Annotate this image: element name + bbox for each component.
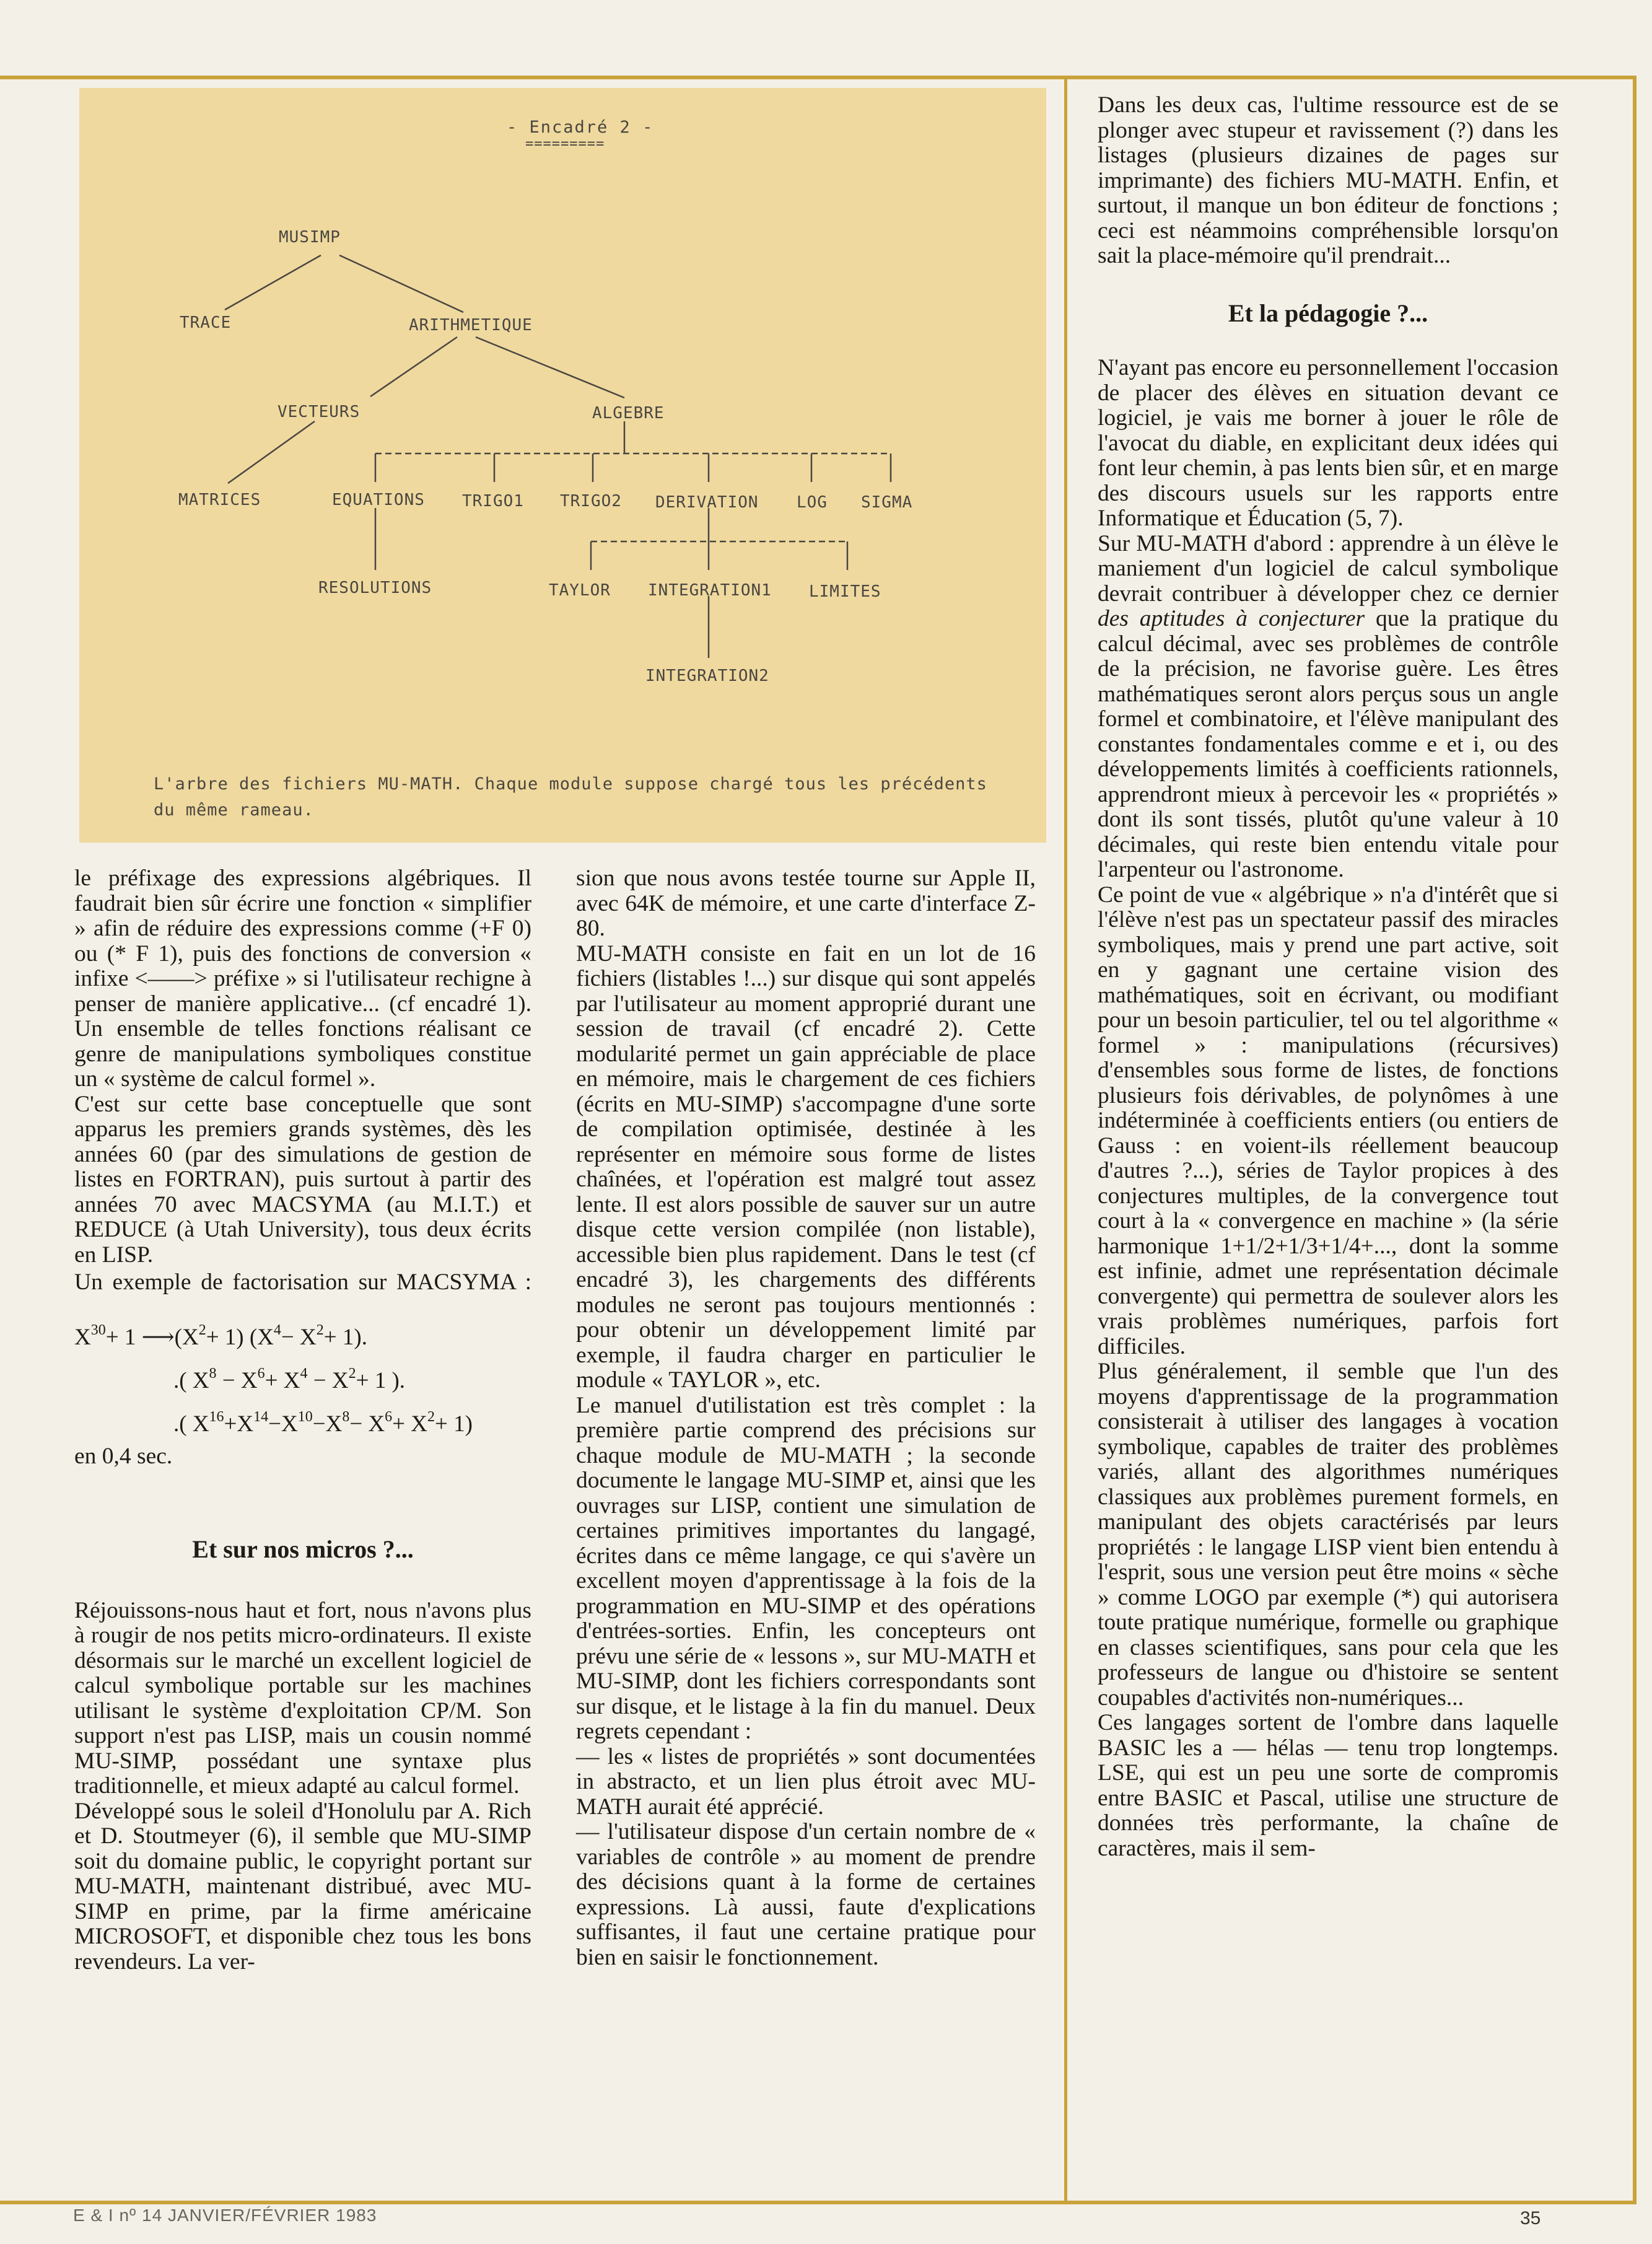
col1-paragraph-4: Réjouissons-nous haut et fort, nous n'avons plus à rougir de nos petits micro-ordinateurs. Il existe désormais sur le marché un excellent logiciel de calcul symbolique portable sur les machines utilisant le système d'exploitation CP/M. Son support n'est pas LISP, mais un cousin nommé MU-SIMP, possédant une syntaxe plus traditionnelle, et mieux adapté au calcul formel. (74, 1597, 531, 1799)
node-limites: LIMITES (809, 582, 881, 601)
column-2 (576, 866, 1036, 1970)
col3-paragraph-1: Dans les deux cas, l'ultime ressource est de se plonger avec stupeur et ravissement (?) dans les listages (plusieurs dizaines de pages sur imprimante) des fichiers MU-MATH. Enfin, et surtout, il manque un bon éditeur de fonctions ; ceci est néammoins compréhensible lorsqu'on sait la place-mémoire qu'il prendrait... (1098, 92, 1558, 268)
node-algebre: ALGEBRE (592, 404, 665, 423)
node-musimp: MUSIMP (279, 228, 341, 247)
col3-paragraph-3-end: que la pratique du calcul décimal, avec ses problèmes de contrôle de la précision, ne favorise guère. Les êtres mathématiques seront alors perçus sous un angle formel et combinatoire, et l'élève manipulant des constantes fondamentales comme e et i, ou des développements limités à coefficients rationnels, apprendront mieux à percevoir les « propriétés » dont ils sont tissés, plutôt qu'une valeur à 10 décimales, qui reste bien entendu vitale pour l'arpenteur ou l'astronome. (1098, 606, 1558, 882)
page-number: 35 (1520, 2208, 1541, 2229)
node-resolutions: RESOLUTIONS (318, 579, 432, 597)
node-taylor: TAYLOR (549, 581, 611, 600)
right-frame-rule (1633, 76, 1637, 2201)
col2-paragraph-2: MU-MATH consiste en fait en un lot de 16 fichiers (listables !...) sur disque qui sont appelés par l'utilisateur au moment approprié durant une session de travail (cf encadré 2). Cette modularité permet un gain appréciable de place en mémoire, mais le chargement de ces fichiers (écrits en MU-SIMP) s'accompagne d'une sorte de compilation optimisée, destinée à les représenter en mémoire sous forme de listes chaînées, et l'opération est malgré tout assez lente. Il est alors possible de sauver sur un autre disque cette version compilée (non listable), accessible bien plus rapidement. Dans le test (cf encadré 3), les chargements des différents modules ne seront pas toujours mentionnés : pour obtenir un développement limité par exemple, il faudra charger en particulier le module « TAYLOR », etc. (576, 940, 1036, 1393)
col1-paragraph-3: Un exemple de factorisation sur MACSYMA : (74, 1269, 531, 1295)
factorisation-line-2: .( $X^8 - X^6+ X^4 - X^2+ 1$ ). (173, 1365, 406, 1393)
col2-paragraph-4: — les « listes de propriétés » sont documentées in abstracto, et un lien plus étroit avec MU-MATH aurait été apprécié. (576, 1743, 1036, 1820)
box-title-underline: ========= (525, 136, 605, 152)
node-integration1: INTEGRATION1 (648, 581, 772, 600)
box-caption: L'arbre des fichiers MU-MATH. Chaque module suppose chargé tous les précédents du même rameau. (154, 774, 987, 820)
column-divider-rule (1064, 79, 1067, 2201)
node-trigo1: TRIGO1 (462, 492, 524, 511)
col3-paragraph-6: Ces langages sortent de l'ombre dans laquelle BASIC les a — hélas — tenu trop longtemps. LSE, qui est un peu une sorte de compromis entre BASIC et Pascal, utilise une structure de données très performante, la chaîne de caractères, mais il sem- (1098, 1710, 1558, 1861)
col3-paragraph-3 (1098, 532, 1558, 883)
col3-emphasis: des aptitudes à conjecturer (1098, 606, 1365, 631)
column-1 (74, 866, 531, 1974)
col1-paragraph-5: Développé sous le soleil d'Honolulu par A. Rich et D. Stoutmeyer (6), il semble que MU-SIMP soit du domaine public, le copyright portant sur MU-MATH, maintenant distribué, avec MU-SIMP en prime, par la firme américaine MICROSOFT, et disponible chez tous les bons revendeurs. La ver- (74, 1798, 531, 1974)
col1-paragraph-2: C'est sur cette base conceptuelle que sont apparus les premiers grands systèmes, dès les années 60 (par des simulations de gestion de listes en FORTRAN), puis surtout à partir des années 70 avec MACSYMA (au M.I.T.) et REDUCE (à Utah University), tous deux écrits en LISP. (74, 1091, 531, 1268)
node-trace: TRACE (180, 313, 232, 332)
bottom-frame-rule (0, 2201, 1637, 2204)
col3-paragraph-3-start: Sur MU-MATH d'abord : apprendre à un élève le maniement d'un logiciel de calcul symbolique devrait contribuer à développer chez ce dernier (1098, 530, 1558, 607)
node-equations: EQUATIONS (332, 491, 425, 509)
col2-paragraph-1: sion que nous avons testée tourne sur Apple II, avec 64K de mémoire, et une carte d'interface Z-80. (576, 866, 1036, 941)
node-arithmetique: ARITHMETIQUE (409, 316, 533, 335)
col3-paragraph-4: Ce point de vue « algébrique » n'a d'intérêt que si l'élève n'est pas un spectateur passif des miracles symboliques, mais y prend une part active, soit en y gagnant une certaine vision des mathématiques, soit en écrivant, ou modifiant pour un besoin particulier, tel ou tel algorithme « formel » : manipulations (récursives) d'ensembles sous forme de listes, de fonctions plusieurs fois dérivables, de polynômes à une indéterminée à coefficients entiers (ou entiers de Gauss : en voient-ils réellement beaucoup d'autres ?...), séries de Taylor propices à des conjectures multiples, de la convergence tout court à la « convergence en machine » (la série harmonique 1+1/2+1/3+1/4+..., dont la somme est infinie, admet une représentation décimale convergente) qui permettra de soulever alors les vrais problèmes numériques, parfois fort difficiles. (1098, 882, 1558, 1359)
col3-paragraph-2: N'ayant pas encore eu personnellement l'occasion de placer des élèves en situation devant ce logiciel, je vais me borner à jouer le rôle de l'avocat du diable, en explicitant deux idées qui font leur chemin, à pas lents bien sûr, et en marge des discours usuels sur les rapports entre Informatique et Éducation (5, 7). (1098, 355, 1558, 531)
tree-connectors (79, 88, 1046, 843)
col3-heading: Et la pédagogie ?... (1228, 299, 1428, 327)
node-matrices: MATRICES (178, 491, 261, 509)
col1-paragraph-1: le préfixage des expressions algébriques. Il faudrait bien sûr écrire une fonction « simplifier » afin de réduire des expressions comme (+F 0) ou (* F 1), puis des fonctions de conversion « infixe <——> préfixe » si l'utilisateur rechigne à penser de manière applicative... (cf encadré 1). Un ensemble de telles fonctions réalisant ce genre de manipulations symboliques constitue un « système de calcul formel ». (74, 866, 531, 1092)
node-log: LOG (797, 493, 828, 512)
col2-paragraph-5: — l'utilisateur dispose d'un certain nombre de « variables de contrôle » au moment de prendre des décisions quant à la forme de certaines expressions. Là aussi, faute d'explications suffisantes, il faut une certaine pratique pour bien en saisir le fonctionnement. (576, 1819, 1036, 1970)
factorisation-line-1: $X^{30}+ 1$ $⟶(X^2+ 1)$ $(X^4- X^2+ 1)$. (74, 1321, 367, 1350)
encadre-2-box (79, 88, 1046, 843)
col2-paragraph-3: Le manuel d'utilistation est très complet : la première partie comprend des précisions sur chaque module de MU-MATH ; la seconde documente le langage MU-SIMP et, ainsi que les ouvrages sur LISP, contient une simulation de certaines primitives importantes du langagé, écrites dans ce même langage, ce qui s'avère un excellent moyen d'apprentissage à la fois de la programmation en MU-SIMP et des opérations d'entrées-sorties. Enfin, les concepteurs ont prévu une série de « lessons », sur MU-MATH et MU-SIMP, dont les fichiers correspondants sont sur disque, et le listage à la fin du manuel. Deux regrets cependant : (576, 1392, 1036, 1744)
factorisation-line-3: .( $X^{16}+X^{14}-X^{10}-X^8- X^6+ X^2+ 1$) (173, 1408, 473, 1437)
col3-paragraph-5: Plus généralement, il semble que l'un des moyens d'apprentissage de la programmation consisterait à utiliser des langages à vocation symbolique, capables de traiter des problèmes variés, allant des algorithmes numériques classiques aux problèmes purement formels, en manipulant des objets caractérisés par leurs propriétés : le langage LISP vient bien entendu à l'esprit, sous une version peut être moins « sèche » comme LOGO par exemple (*) qui autorisera toute pratique numérique, formelle ou graphique en classes scientifiques, sans pour cela que les professeurs de langue ou d'histoire se sentent coupables d'activités non-numériques... (1098, 1359, 1558, 1711)
node-trigo2: TRIGO2 (560, 492, 622, 511)
node-integration2: INTEGRATION2 (645, 667, 769, 685)
factorisation-time: en 0,4 sec. (74, 1443, 173, 1469)
box-title: - Encadré 2 - (507, 118, 654, 137)
node-vecteurs: VECTEURS (278, 403, 361, 421)
node-derivation: DERIVATION (655, 493, 759, 512)
col1-heading: Et sur nos micros ?... (192, 1535, 414, 1563)
footer-issue: E & I nº 14 JANVIER/FÉVRIER 1983 (73, 2206, 377, 2225)
top-frame-rule (0, 76, 1635, 79)
node-sigma: SIGMA (861, 493, 913, 512)
column-3 (1098, 93, 1558, 1861)
